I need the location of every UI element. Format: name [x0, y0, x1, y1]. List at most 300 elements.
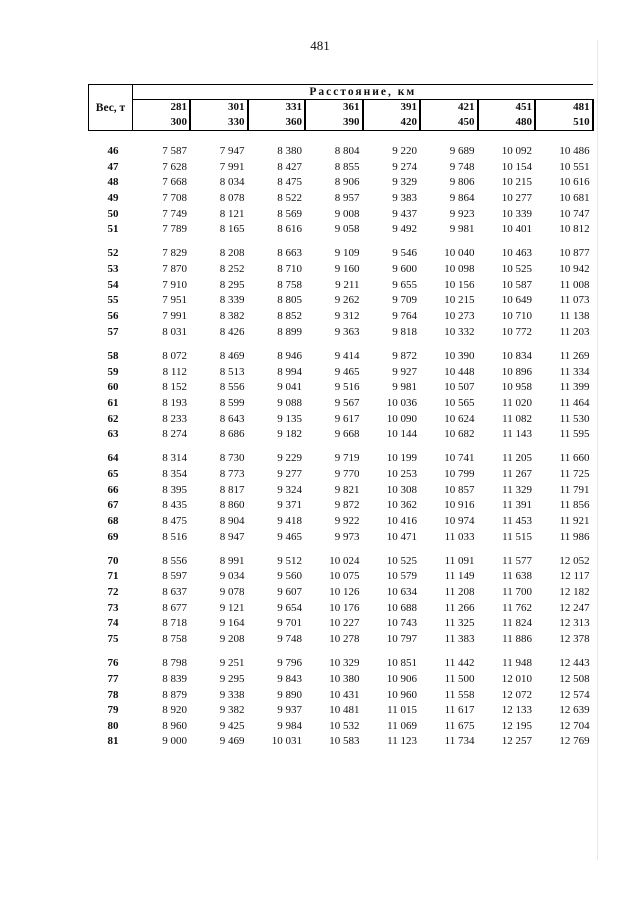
value-cell: 10 036: [386, 396, 417, 409]
value-cell: 9 973: [334, 530, 360, 543]
value-cell: 9 927: [392, 365, 417, 378]
value-cell: 8 947: [219, 530, 245, 543]
weight-cell: 68: [107, 514, 119, 527]
value-cell: 8 710: [277, 263, 302, 276]
value-cell: 10 525: [501, 263, 532, 276]
value-cell: 11 399: [559, 381, 590, 394]
weight-cell: 59: [107, 365, 119, 378]
value-cell: 9 709: [392, 294, 417, 307]
weight-cell: 53: [107, 263, 119, 276]
value-cell: 9 000: [162, 735, 187, 748]
table-row: [89, 672, 593, 688]
value-cell: 11 500: [444, 672, 475, 685]
value-cell: 8 152: [162, 381, 187, 394]
value-cell: 10 092: [501, 145, 532, 157]
value-cell: 10 743: [386, 617, 417, 630]
value-cell: 11 762: [502, 601, 532, 614]
value-cell: 10 308: [386, 483, 417, 496]
table-row: [89, 616, 593, 632]
value-cell: 9 689: [449, 145, 475, 157]
value-cell: 9 981: [392, 381, 417, 394]
value-cell: 7 749: [162, 207, 187, 220]
group-spacer: [89, 648, 593, 657]
table-row: [89, 601, 593, 617]
value-cell: 8 556: [219, 381, 245, 394]
value-cell: 8 879: [162, 688, 187, 701]
value-cell: 11 123: [387, 735, 417, 748]
value-cell: 8 817: [219, 483, 245, 496]
value-cell: 8 946: [277, 349, 302, 362]
value-cell: 12 072: [501, 688, 532, 701]
value-cell: 9 329: [392, 176, 417, 189]
value-cell: 12 574: [559, 688, 590, 701]
value-cell: 8 758: [162, 633, 187, 646]
value-cell: 10 215: [444, 294, 475, 307]
value-cell: 11 617: [444, 704, 475, 717]
value-cell: 10 851: [386, 657, 417, 670]
value-cell: 11 208: [444, 586, 475, 599]
range-to: 360: [285, 116, 302, 128]
value-cell: 8 899: [277, 325, 302, 338]
weight-cell: 63: [107, 428, 119, 441]
value-cell: 7 829: [162, 247, 187, 260]
value-cell: 8 906: [334, 176, 360, 189]
table-row: [89, 632, 593, 648]
value-cell: 10 616: [559, 176, 590, 189]
value-cell: 9 274: [392, 160, 417, 173]
value-cell: 11 325: [444, 617, 475, 630]
range-to: 330: [228, 116, 245, 128]
value-cell: 10 463: [501, 247, 532, 260]
range-to: 390: [343, 116, 360, 128]
weight-cell: 60: [107, 381, 119, 394]
table-row: [89, 349, 593, 365]
page-number: 481: [310, 38, 330, 53]
value-cell: 12 639: [559, 704, 590, 717]
value-cell: 10 624: [444, 412, 475, 425]
value-cell: 9 363: [334, 325, 360, 338]
value-cell: 10 156: [444, 278, 475, 291]
value-cell: 9 748: [277, 633, 302, 646]
value-cell: 7 628: [162, 160, 187, 173]
value-cell: 8 597: [162, 570, 187, 583]
value-cell: 9 425: [219, 719, 245, 732]
value-cell: 8 839: [162, 672, 187, 685]
value-cell: 8 569: [277, 207, 302, 220]
value-cell: 8 380: [277, 145, 302, 157]
value-cell: 10 176: [329, 601, 360, 614]
value-cell: 11 886: [502, 633, 532, 646]
value-cell: 7 951: [162, 294, 187, 307]
table-row: [89, 191, 593, 207]
group-spacer: [89, 238, 593, 247]
value-cell: 10 710: [501, 310, 532, 323]
value-cell: 10 906: [386, 672, 417, 685]
value-cell: 9 546: [392, 247, 417, 260]
value-cell: 11 082: [502, 412, 532, 425]
value-cell: 11 948: [502, 657, 532, 670]
value-cell: 9 312: [334, 310, 360, 323]
value-cell: 11 008: [559, 278, 590, 291]
value-cell: 10 896: [501, 365, 532, 378]
value-cell: 10 525: [386, 554, 417, 567]
group-spacer: [89, 131, 593, 145]
value-cell: 12 313: [559, 617, 590, 630]
weight-cell: 64: [107, 452, 119, 465]
value-cell: 10 031: [271, 735, 302, 748]
value-cell: 10 329: [329, 657, 360, 670]
value-cell: 11 015: [387, 704, 417, 717]
table-row: [89, 514, 593, 530]
value-cell: 7 870: [162, 263, 187, 276]
distance-range-header: [190, 100, 248, 131]
range-from: 301: [228, 101, 245, 113]
value-cell: 9 923: [449, 207, 475, 220]
weight-cell: 58: [107, 349, 119, 362]
value-cell: 8 469: [219, 349, 245, 362]
value-cell: 9 818: [392, 325, 417, 338]
value-cell: 10 583: [329, 735, 360, 748]
weight-cell: 54: [107, 278, 119, 291]
value-cell: 10 416: [386, 514, 417, 527]
value-cell: 7 708: [162, 191, 187, 204]
value-cell: 9 806: [449, 176, 475, 189]
value-cell: 11 734: [444, 735, 475, 748]
value-cell: 10 154: [501, 160, 532, 173]
value-cell: 8 805: [277, 294, 302, 307]
value-cell: 9 937: [277, 704, 302, 717]
value-cell: 12 010: [501, 672, 532, 685]
value-cell: 11 391: [502, 499, 532, 512]
value-cell: 10 098: [444, 263, 475, 276]
table-row: [89, 451, 593, 467]
value-cell: 10 227: [329, 617, 360, 630]
value-cell: 11 515: [502, 530, 532, 543]
value-cell: 8 994: [277, 365, 302, 378]
table-row: [89, 222, 593, 238]
table-row: [89, 160, 593, 176]
range-from: 281: [170, 101, 187, 113]
value-cell: 9 295: [219, 672, 245, 685]
range-from: 421: [458, 101, 475, 113]
value-cell: 10 942: [559, 263, 590, 276]
table-row: [89, 325, 593, 341]
value-cell: 10 579: [386, 570, 417, 583]
value-cell: 9 821: [334, 483, 360, 496]
value-cell: 10 390: [444, 349, 475, 362]
value-cell: 10 587: [501, 278, 532, 291]
table-row: [89, 380, 593, 396]
value-cell: 8 072: [162, 349, 187, 362]
weight-cell: 56: [107, 310, 119, 323]
value-cell: 11 856: [559, 499, 590, 512]
table-row: [89, 703, 593, 719]
value-cell: 8 295: [219, 278, 245, 291]
value-cell: 10 215: [501, 176, 532, 189]
value-cell: 8 773: [219, 467, 245, 480]
value-cell: 11 143: [502, 428, 532, 441]
value-cell: 9 383: [392, 191, 417, 204]
value-cell: 8 718: [162, 617, 187, 630]
value-cell: 8 860: [219, 499, 245, 512]
range-from: 391: [400, 101, 417, 113]
value-cell: 9 109: [334, 247, 360, 260]
value-cell: 8 556: [162, 554, 187, 567]
value-cell: 10 486: [559, 145, 590, 157]
value-cell: 11 149: [444, 570, 475, 583]
value-cell: 9 088: [277, 396, 302, 409]
value-cell: 9 160: [334, 263, 360, 276]
weight-cell: 72: [107, 586, 119, 599]
value-cell: 10 253: [386, 467, 417, 480]
weight-cell: 77: [107, 672, 119, 685]
value-cell: 10 797: [386, 633, 417, 646]
weight-cell: 50: [107, 207, 119, 220]
value-cell: 9 719: [334, 452, 360, 465]
value-cell: 11 020: [502, 396, 532, 409]
value-cell: 10 565: [444, 396, 475, 409]
range-to: 510: [573, 116, 590, 128]
tariff-table: [88, 84, 594, 750]
value-cell: 8 475: [162, 514, 187, 527]
value-cell: 10 772: [501, 325, 532, 338]
value-cell: 8 165: [219, 223, 245, 236]
weight-cell: 55: [107, 294, 119, 307]
table-row: [89, 719, 593, 735]
value-cell: 9 607: [277, 586, 302, 599]
value-cell: 11 069: [387, 719, 417, 732]
value-cell: 10 634: [386, 586, 417, 599]
value-cell: 9 922: [334, 514, 360, 527]
table-row: [89, 175, 593, 191]
weight-cell: 78: [107, 688, 119, 701]
value-cell: 9 121: [219, 601, 245, 614]
value-cell: 9 796: [277, 657, 302, 670]
value-cell: 9 617: [334, 412, 360, 425]
value-cell: 11 266: [444, 601, 475, 614]
table-row: [89, 207, 593, 223]
value-cell: 10 551: [559, 160, 590, 173]
value-cell: 8 637: [162, 586, 187, 599]
value-cell: 9 770: [334, 467, 360, 480]
value-cell: 10 507: [444, 381, 475, 394]
value-cell: 10 339: [501, 207, 532, 220]
value-cell: 7 991: [219, 160, 245, 173]
value-cell: 12 247: [559, 601, 590, 614]
value-cell: 10 649: [501, 294, 532, 307]
value-cell: 10 471: [386, 530, 417, 543]
value-cell: 9 872: [392, 349, 417, 362]
value-cell: 8 643: [219, 412, 245, 425]
weight-cell: 46: [107, 145, 119, 157]
value-cell: 9 465: [277, 530, 302, 543]
weight-cell: 71: [107, 570, 119, 583]
table-row: [89, 498, 593, 514]
value-cell: 7 991: [162, 310, 187, 323]
value-cell: 12 508: [559, 672, 590, 685]
value-cell: 10 380: [329, 672, 360, 685]
value-cell: 8 513: [219, 365, 245, 378]
value-cell: 8 798: [162, 657, 187, 670]
value-cell: 7 668: [162, 176, 187, 189]
table-row: [89, 554, 593, 570]
value-cell: 11 464: [559, 396, 590, 409]
value-cell: 10 401: [501, 223, 532, 236]
value-cell: 9 701: [277, 617, 302, 630]
distance-ranges-row: [89, 100, 593, 131]
value-cell: 9 890: [277, 688, 302, 701]
value-cell: 9 277: [277, 467, 302, 480]
value-cell: 10 090: [386, 412, 417, 425]
value-cell: 9 229: [277, 452, 302, 465]
distance-range-header: [363, 100, 421, 131]
distance-range-header: [133, 100, 191, 131]
value-cell: 11 267: [502, 467, 532, 480]
value-cell: 11 073: [559, 294, 590, 307]
value-cell: 8 274: [162, 428, 187, 441]
value-cell: 12 769: [559, 735, 590, 748]
value-cell: 10 277: [501, 191, 532, 204]
value-cell: 11 205: [502, 452, 532, 465]
value-cell: 9 182: [277, 428, 302, 441]
value-cell: 11 442: [444, 657, 475, 670]
value-cell: 10 126: [329, 586, 360, 599]
range-from: 481: [573, 101, 590, 113]
value-cell: 8 855: [334, 160, 360, 173]
table-row: [89, 530, 593, 546]
value-cell: 10 278: [329, 633, 360, 646]
value-cell: 11 595: [559, 428, 590, 441]
value-cell: 9 469: [219, 735, 245, 748]
value-cell: 9 034: [219, 570, 245, 583]
value-cell: 11 033: [444, 530, 475, 543]
table-row: [89, 293, 593, 309]
table-row: [89, 483, 593, 499]
value-cell: 11 921: [559, 514, 590, 527]
value-cell: 10 799: [444, 467, 475, 480]
table-row: [89, 246, 593, 262]
weight-cell: 66: [107, 483, 119, 496]
weight-cell: 76: [107, 657, 119, 670]
value-cell: 11 091: [444, 554, 475, 567]
value-cell: 9 567: [334, 396, 360, 409]
value-cell: 12 052: [559, 554, 590, 567]
table-row: [89, 467, 593, 483]
weight-cell: 79: [107, 704, 119, 717]
value-cell: 11 530: [559, 412, 590, 425]
distance-range-header: [248, 100, 306, 131]
value-cell: 9 208: [219, 633, 245, 646]
value-cell: 9 220: [392, 145, 417, 157]
table-row: [89, 412, 593, 428]
group-spacer: [89, 443, 593, 452]
value-cell: 9 371: [277, 499, 302, 512]
table-row: [89, 734, 593, 750]
value-cell: 8 426: [219, 325, 245, 338]
table-row: [89, 262, 593, 278]
value-cell: 8 193: [162, 396, 187, 409]
value-cell: 8 034: [219, 176, 245, 189]
value-cell: 11 269: [559, 349, 590, 362]
value-cell: 9 492: [392, 223, 417, 236]
weight-cell: 65: [107, 467, 119, 480]
weight-cell: 73: [107, 601, 119, 614]
value-cell: 8 208: [219, 247, 245, 260]
table-row: [89, 569, 593, 585]
value-cell: 7 947: [219, 145, 245, 157]
value-cell: 11 824: [502, 617, 532, 630]
tariff-table-body: [89, 131, 593, 751]
value-cell: 9 164: [219, 617, 245, 630]
value-cell: 10 857: [444, 483, 475, 496]
value-cell: 8 233: [162, 412, 187, 425]
value-cell: 10 481: [329, 704, 360, 717]
value-cell: 11 660: [559, 452, 590, 465]
value-cell: 12 704: [559, 719, 590, 732]
range-to: 300: [170, 116, 187, 128]
value-cell: 8 758: [277, 278, 302, 291]
distance-range-header: [478, 100, 536, 131]
weight-cell: 74: [107, 617, 119, 630]
value-cell: 8 920: [162, 704, 187, 717]
value-cell: 8 314: [162, 452, 187, 465]
value-cell: 9 465: [334, 365, 360, 378]
value-cell: 12 378: [559, 633, 590, 646]
value-cell: 11 577: [502, 554, 532, 567]
value-cell: 10 362: [386, 499, 417, 512]
value-cell: 10 834: [501, 349, 532, 362]
weight-cell: 69: [107, 530, 119, 543]
value-cell: 9 512: [277, 554, 302, 567]
value-cell: 8 730: [219, 452, 245, 465]
value-cell: 10 688: [386, 601, 417, 614]
value-cell: 11 791: [559, 483, 590, 496]
value-cell: 10 812: [559, 223, 590, 236]
value-cell: 12 133: [501, 704, 532, 717]
value-cell: 10 916: [444, 499, 475, 512]
value-cell: 8 991: [219, 554, 245, 567]
value-cell: 9 600: [392, 263, 417, 276]
weight-cell: 67: [107, 499, 119, 512]
value-cell: 11 329: [502, 483, 532, 496]
value-cell: 9 843: [277, 672, 302, 685]
distance-header: Расстояние, км: [133, 85, 593, 100]
value-cell: 9 864: [449, 191, 475, 204]
value-cell: 10 877: [559, 247, 590, 260]
value-cell: 9 764: [392, 310, 417, 323]
value-cell: 9 655: [392, 278, 417, 291]
value-cell: 12 117: [559, 570, 590, 583]
weight-cell: 51: [107, 223, 119, 236]
value-cell: 9 414: [334, 349, 360, 362]
value-cell: 10 681: [559, 191, 590, 204]
value-cell: 10 741: [444, 452, 475, 465]
table-row: [89, 688, 593, 704]
value-cell: 8 663: [277, 247, 302, 260]
value-cell: 9 008: [334, 207, 360, 220]
value-cell: 8 475: [277, 176, 302, 189]
value-cell: 8 395: [162, 483, 187, 496]
value-cell: 9 211: [335, 278, 360, 291]
weight-column-header: Вес, т: [89, 85, 133, 131]
weight-cell: 57: [107, 325, 119, 338]
value-cell: 10 332: [444, 325, 475, 338]
value-cell: 8 427: [277, 160, 302, 173]
value-cell: 8 686: [219, 428, 245, 441]
value-cell: 11 453: [502, 514, 532, 527]
value-cell: 9 654: [277, 601, 302, 614]
value-cell: 9 078: [219, 586, 245, 599]
